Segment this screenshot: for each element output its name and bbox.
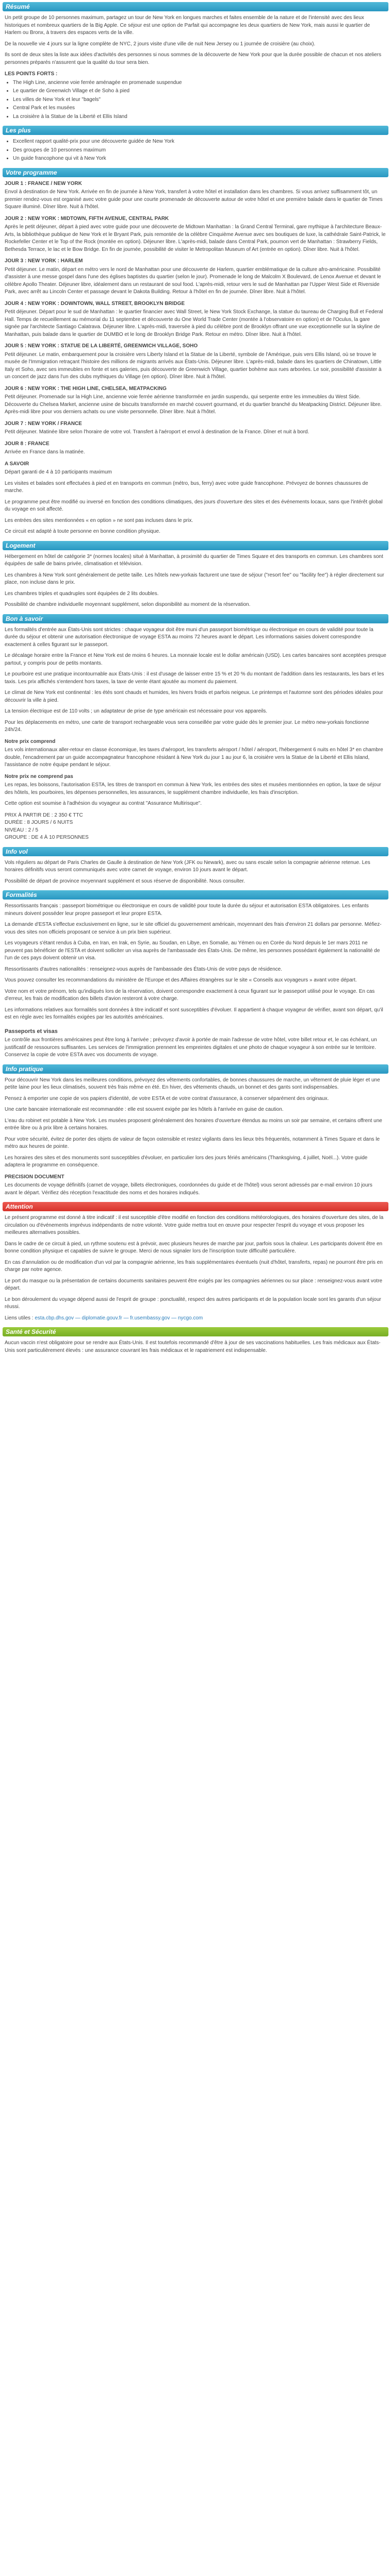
day-title: JOUR 3 : NEW YORK : HARLEM [5, 258, 83, 264]
note-label: A SAVOIR [5, 461, 29, 467]
section-title-info-pratique: Info pratique [3, 1064, 388, 1074]
bonsavoir-paragraph: Le décalage horaire entre la France et New York est de moins 6 heures. La monnaie locale est le dollar américain (USD). Les cartes bancaires sont acceptées presque partout, y compris pour de petits montants. [5, 653, 386, 666]
highlight-item: • The High Line, ancienne voie ferrée aménagée en promenade suspendue [13, 79, 386, 87]
highlight-item: • Les villes de New York et leur "bagels" [13, 96, 386, 104]
bonsavoir-paragraph: Pour les déplacements en métro, une carte de transport rechargeable vous sera conseillée par votre guide dès le premier jour. Le métro new-yorkais fonctionne 24h/24. [5, 719, 369, 733]
trip-stats [5, 812, 386, 842]
day-title: JOUR 5 : NEW YORK : STATUE DE LA LIBERTÉ, GREENWICH VILLAGE, SOHO [5, 343, 198, 349]
section-title-sante: Santé et Sécurité [3, 1327, 388, 1336]
section-title-bon-a-savoir: Bon à savoir [3, 614, 388, 623]
section-sante [3, 1327, 388, 1354]
formalites-subtext: Le contrôle aux frontières américaines peut être long à l'arrivée ; prévoyez d'avoir à portée de main l'adresse de votre hôtel, votre billet retour et, le cas échéant, un justificatif de ressources suffisantes. Les services de l'immigration prennent les empreintes digitales et une photo de chaque voyageur à son entrée sur le territoire. Conservez la copie de votre ESTA avec vos documents de voyage. [5, 1037, 377, 1058]
bonsavoir-paragraph: Les formalités d'entrée aux États-Unis sont strictes : chaque voyageur doit être muni d'un passeport biométrique ou électronique en cours de validité pour toute la durée du séjour et obtenir une autorisation électronique de voyage ESTA au moins 72 heures avant le départ. Les informations saisies doivent correspondre exactement à celles figurant sur le passeport. [5, 626, 373, 648]
attention-paragraph: Le présent programme est donné à titre indicatif : il est susceptible d'être modifié en fonction des conditions météorologiques, des horaires d'ouverture des sites, de la circulation ou d'événements imprévus indépendants de notre volonté. Votre guide mettra tout en œuvre pour respecter l'esprit du voyage et vous proposer les meilleures alternatives possibles. [5, 1215, 384, 1236]
formalites-paragraph: Les informations relatives aux formalités sont données à titre indicatif et sont susceptibles d'évoluer. Il appartient à chaque voyageur de vérifier, avant son départ, qu'il est en règle avec les formalités exigées par les autorités américaines. [5, 1007, 383, 1020]
price-excludes-text: Les repas, les boissons, l'autorisation ESTA, les titres de transport en commun à New York, les entrées des sites et musées mentionnées en option, la taxe de séjour des hôtels, les pourboires, les dépenses personnelles, les assurances, le supplément chambre individuelle, les frais d'inscription. [5, 782, 381, 795]
section-title-plus: Les plus [3, 126, 388, 135]
trip-stat: GROUPE : DE 4 À 10 PERSONNES [5, 835, 89, 840]
section-title-resume: Résumé [3, 2, 388, 11]
day-title: JOUR 4 : NEW YORK : DOWNTOWN, WALL STREET, BROOKLYN BRIDGE [5, 300, 185, 307]
plus-item: • Des groupes de 10 personnes maximum [13, 147, 386, 155]
note-text: Ce circuit est adapté à toute personne en bonne condition physique. [5, 529, 160, 534]
info-pratique-paragraph: Pensez à emporter une copie de vos papiers d'identité, de votre ESTA et de votre contrat d'assurance, à conserver séparément des originaux. [5, 1095, 329, 1101]
day-text: Petit déjeuner. Départ pour le sud de Manhattan : le quartier financier avec Wall Street, le New York Stock Exchange, la statue du taureau de Charging Bull et Federal Hall. Temps de recueillement au mémorial du 11 septembre et découverte du One World Trade Center (montée à l'observatoire en option) et de l'Oculus, la gare signée par l'architecte Santiago Calatrava. Déjeuner libre. L'après-midi, traversée à pied du célèbre pont de Brooklyn offrant une vue exceptionnelle sur la skyline de Manhattan, puis balade dans le quartier de DUMBO et le long de Brooklyn Bridge Park. Retour en métro. Dîner libre. Nuit à l'hôtel. [5, 309, 383, 337]
section-title-info-vol: Info vol [3, 847, 388, 856]
note-text: Les entrées des sites mentionnées « en option » ne sont pas incluses dans le prix. [5, 517, 193, 523]
highlight-item: • La croisière à la Statue de la Liberté et Ellis Island [13, 113, 386, 121]
plus-item: • Un guide francophone qui vit à New York [13, 155, 386, 163]
day-text: Arrivée en France dans la matinée. [5, 449, 85, 455]
day-text: Envol à destination de New York. Arrivée en fin de journée à New York, transfert à votre hôtel et installation dans les chambres. Si vous arrivez suffisamment tôt, un premier rendez-vous est organisé avec votre guide pour une courte promenade de découverte autour de votre hôtel et une première balade dans le quartier de Times Square illuminé. Dîner libre. Nuit à l'hôtel. [5, 189, 383, 210]
section-bon-a-savoir [3, 614, 388, 842]
price-includes-title: Notre prix comprend [5, 738, 56, 744]
formalites-paragraph: Votre nom et votre prénom, tels qu'indiqués lors de la réservation, doivent correspondre exactement à ceux figurant sur le passeport utilisé pour le voyage. En cas d'erreur, les frais de modification des billets d'avion resteront à votre charge. [5, 988, 375, 1002]
formalites-paragraph: Ressortissants d'autres nationalités : renseignez-vous auprès de l'ambassade des États-Unis de votre pays de résidence. [5, 966, 282, 972]
section-title-programme: Votre programme [3, 168, 388, 177]
day-text: Petit déjeuner. Promenade sur la High Line, ancienne voie ferrée aérienne transformée en jardin suspendu, qui serpente entre les immeubles du West Side. Découverte du Chelsea Market, ancienne usine de biscuits transformée en marché couvert gourmand, et du quartier branché du Meatpacking District. Déjeuner libre. Après-midi libre pour vos derniers achats ou une visite personnelle. Dîner libre. Nuit à l'hôtel. [5, 394, 382, 415]
logement-paragraph: Les chambres triples et quadruples sont équipées de 2 lits doubles. [5, 590, 159, 597]
highlight-item: • Central Park et les musées [13, 105, 386, 112]
insurance-note: Cette option est soumise à l'adhésion du voyageur au contrat "Assurance Multirisque". [5, 801, 202, 806]
day-title: JOUR 8 : FRANCE [5, 440, 50, 447]
note-text: Le programme peut être modifié ou inversé en fonction des conditions climatiques, des jours d'ouverture des sites et des événements locaux, sans que l'intérêt global du voyage en soit affecté. [5, 499, 383, 512]
section-title-logement: Logement [3, 541, 388, 550]
resume-paragraph: Ils sont de deux sites la liste aux idées d'activités des personnes si nous sommes de la découverte de New York pour que la durée possible de chacun et nos ateliers personnes préparés n'assurent que la qualité du tour sera bien. [5, 52, 382, 65]
day-title: JOUR 1 : FRANCE / NEW YORK [5, 180, 82, 187]
trip-stat: PRIX À PARTIR DE : 2 350 € TTC [5, 812, 83, 818]
resume-paragraph: Un petit groupe de 10 personnes maximum, partagez un tour de New York en longues marches et faites ensemble de la nature et de l'intensité avec des lieux historiques et nombreux quartiers de la Big Apple. Ce séjour est une option de Parfait qui accompagne les deux quartiers de New York, mais aussi le quartier de Harlem ou Bronx, à travers des espaces verts de la ville. [5, 15, 370, 36]
page [3, 0, 388, 1363]
info-vol-paragraph: Possibilité de départ de province moyennant supplément et sous réserve de disponibilité. Nous consulter. [5, 878, 245, 884]
formalites-paragraph: Vous pouvez consulter les recommandations du ministère de l'Europe et des Affaires étrangères sur le site « Conseils aux voyageurs » avant votre départ. [5, 977, 357, 983]
info-pratique-paragraph: Pour découvrir New York dans les meilleures conditions, prévoyez des vêtements confortables, de bonnes chaussures de marche, un vêtement de pluie léger et une petite laine pour les lieux climatisés, souvent très frais même en été. En hiver, des vêtements chauds, un bonnet et des gants sont indispensables. [5, 1077, 380, 1091]
useful-links-label: Liens utiles : [5, 1315, 34, 1321]
section-programme [3, 168, 388, 536]
logement-paragraph: Possibilité de chambre individuelle moyennant supplément, selon disponibilité au moment de la réservation. [5, 602, 251, 607]
trip-stat: DURÉE : 8 JOURS / 6 NUITS [5, 820, 73, 825]
info-pratique-paragraph: L'eau du robinet est potable à New York. Les musées proposent généralement des horaires d'ouverture étendus au moins un soir par semaine, et certains offrent une entrée libre ou à prix libre à certains horaires. [5, 1117, 382, 1131]
attention-paragraph: Le bon déroulement du voyage dépend aussi de l'esprit de groupe : ponctualité, respect des autres participants et de la population locale sont les garants d'un séjour réussi. [5, 1296, 381, 1310]
info-pratique-paragraph: Une carte bancaire internationale est recommandée : elle est souvent exigée par les hôtels à l'arrivée en guise de caution. [5, 1107, 284, 1113]
info-vol-paragraph: Vols réguliers au départ de Paris Charles de Gaulle à destination de New York (JFK ou Newark), avec ou sans escale selon la compagnie aérienne retenue. Les horaires définitifs vous seront communiqués avec votre carnet de voyage, environ 10 jours avant le départ. [5, 859, 370, 873]
formalites-paragraph: Les voyageurs s'étant rendus à Cuba, en Iran, en Irak, en Syrie, au Soudan, en Libye, en Somalie, au Yémen ou en Corée du Nord depuis le 1er mars 2011 ne peuvent pas bénéficier de l'ESTA et doivent solliciter un visa auprès de l'ambassade des États-Unis. De même, les personnes possédant également la nationalité de l'un de ces pays doivent obtenir un visa. [5, 940, 380, 961]
resume-paragraph: De la nouvelle vie 4 jours sur la ligne complète de NYC, 2 jours visite d'une ville de nuit New Jersey ou 1 journée de croisière (au choix). [5, 41, 316, 47]
trip-stat: NIVEAU : 2 / 5 [5, 827, 39, 833]
highlights-list [5, 79, 386, 121]
formalites-paragraph: Ressortissants français : passeport biométrique ou électronique en cours de validité pour toute la durée du séjour et autorisation ESTA obligatoires. Les enfants mineurs doivent posséder leur propre passeport et leur propre ESTA. [5, 903, 369, 917]
day-title: JOUR 2 : NEW YORK : MIDTOWN, FIFTH AVENUE, CENTRAL PARK [5, 215, 169, 222]
logement-paragraph: Hébergement en hôtel de catégorie 3* (normes locales) situé à Manhattan, à proximité du quartier de Times Square et des transports en commun. Les chambres sont équipées de salle de bains privée, climatisation et télévision. [5, 553, 383, 567]
section-formalites [3, 890, 388, 1059]
section-info-vol [3, 847, 388, 886]
plus-list [5, 138, 386, 163]
section-logement [3, 541, 388, 609]
bonsavoir-paragraph: Le climat de New York est continental : les étés sont chauds et humides, les hivers froids et parfois neigeux. Le printemps et l'automne sont des périodes idéales pour découvrir la ville à pied. [5, 690, 383, 703]
section-title-formalites: Formalités [3, 890, 388, 900]
formalites-subtitle: Passeports et visas [5, 1028, 58, 1035]
bonsavoir-paragraph: La tension électrique est de 110 volts ; un adaptateur de prise de type américain est nécessaire pour vos appareils. [5, 708, 268, 714]
price-includes-text: Les vols internationaux aller-retour en classe économique, les taxes d'aéroport, les transferts aéroport / hôtel / aéroport, l'hébergement 6 nuits en hôtel 3* en chambre double, l'encadrement par un guide accompagnateur francophone résidant à New York du jour 1 au jour 6, la croisière vers la Statue de la Liberté et Ellis Island, l'assistance de notre équipe pendant le séjour. [5, 747, 383, 768]
attention-paragraph: Dans le cadre de ce circuit à pied, un rythme soutenu est à prévoir, avec plusieurs heures de marche par jour, parfois sous la chaleur. Les participants doivent être en bonne condition physique et capables de suivre le groupe. Merci de nous signaler lors de l'inscription toute difficulté particulière. [5, 1241, 383, 1255]
highlight-item: • Le quartier de Greenwich Village et de Soho à pied [13, 88, 386, 95]
section-resume [3, 2, 388, 121]
document-precision-title: PRECISION DOCUMENT [5, 1174, 64, 1180]
highlights-label: LES POINTS FORTS : [5, 71, 58, 77]
attention-paragraph: En cas d'annulation ou de modification d'un vol par la compagnie aérienne, les frais supplémentaires éventuels (nuit d'hôtel, transferts, repas) ne pourront être pris en charge par notre agence. [5, 1259, 383, 1273]
plus-item: • Excellent rapport qualité-prix pour une découverte guidée de New York [13, 138, 386, 146]
day-text: Après le petit déjeuner, départ à pied avec votre guide pour une découverte de Midtown Manhattan : la Grand Central Terminal, gare mythique à l'architecture Beaux-Arts, la bibliothèque publique de New York et le Bryant Park, puis remontée de la célèbre Cinquième Avenue avec ses boutiques de luxe, la cathédrale Saint-Patrick, le Rockefeller Center et le Top of the Rock (montée en option). Déjeuner libre. L'après-midi, balade dans Central Park, poumon vert de Manhattan : Strawberry Fields, Bethesda Terrace, le lac et le Bow Bridge. En fin de journée, possibilité de visiter le Metropolitan Museum of Art (entrée en option). Dîner libre. Nuit à l'hôtel. [5, 224, 386, 252]
info-pratique-paragraph: Pour votre sécurité, évitez de porter des objets de valeur de façon ostensible et restez vigilants dans les lieux très fréquentés, notamment à Times Square et dans le métro aux heures de pointe. [5, 1136, 380, 1150]
attention-paragraph: Le port du masque ou la présentation de certains documents sanitaires peuvent être exigés par les compagnies aériennes ou sur place : renseignez-vous avant votre départ. [5, 1278, 383, 1292]
note-text: Les visites et balades sont effectuées à pied et en transports en commun (métro, bus, ferry) avec votre guide francophone. Prévoyez de bonnes chaussures de marche. [5, 480, 368, 494]
day-title: JOUR 7 : NEW YORK / FRANCE [5, 420, 82, 427]
sante-paragraph: Aucun vaccin n'est obligatoire pour se rendre aux États-Unis. Il est toutefois recommandé d'être à jour de ses vaccinations habituelles. Les frais médicaux aux États-Unis sont particulièrement élevés : une assurance couvrant les frais médicaux et le rapatriement est indispensable. [5, 1340, 381, 1353]
info-pratique-paragraph: Les horaires des sites et des monuments sont susceptibles d'évoluer, en particulier lors des jours fériés américains (Thanksgiving, 4 juillet, Noël...). Votre guide adaptera le programme en conséquence. [5, 1155, 368, 1168]
formalites-paragraph: La demande d'ESTA s'effectue exclusivement en ligne, sur le site officiel du gouvernement américain, moyennant des frais d'environ 21 dollars par personne. Méfiez-vous des sites non officiels proposant ce service à un prix bien supérieur. [5, 922, 382, 935]
section-attention [3, 1202, 388, 1322]
day-text: Petit déjeuner. Le matin, embarquement pour la croisière vers Liberty Island et la Statue de la Liberté, symbole de l'Amérique, puis vers Ellis Island, où se trouve le musée de l'Immigration retraçant l'histoire des millions de migrants arrivés aux États-Unis. Déjeuner libre. L'après-midi, balade dans les quartiers de Chinatown, Little Italy et Soho, avec ses immeubles en fonte et ses galeries, puis découverte de Greenwich Village, quartier bohème aux rues arborées. Le soir, possibilité d'assister à un concert de jazz dans l'un des clubs mythiques du Village (en option). Dîner libre. Nuit à l'hôtel. [5, 351, 382, 380]
section-title-attention: Attention [3, 1202, 388, 1211]
section-info-pratique [3, 1064, 388, 1197]
price-excludes-title: Notre prix ne comprend pas [5, 773, 73, 779]
document-precision-text: Les documents de voyage définitifs (carnet de voyage, billets électroniques, coordonnées du guide et de l'hôtel) vous seront adressés par e-mail environ 10 jours avant le départ. Vérifiez dès réception l'exactitude des noms et des horaires indiqués. [5, 1182, 372, 1196]
note-text: Départ garanti de 4 à 10 participants maximum [5, 469, 112, 475]
useful-links-list[interactable]: esta.cbp.dhs.gov — diplomatie.gouv.fr — fr.usembassy.gov — nycgo.com [35, 1315, 203, 1321]
day-text: Petit déjeuner. Le matin, départ en métro vers le nord de Manhattan pour une découverte de Harlem, quartier emblématique de la culture afro-américaine. Possibilité d'assister à une messe gospel dans l'une des églises baptistes du quartier (selon le jour). Promenade le long de Malcolm X Boulevard, de Lenox Avenue et devant le célèbre Apollo Theater. Déjeuner libre, idéalement dans un restaurant de soul food. L'après-midi, retour vers le sud de Manhattan par l'Upper West Side et Riverside Park, avec arrêt au Lincoln Center et passage devant le Dakota Building. Retour à l'hôtel en fin de journée. Dîner libre. Nuit à l'hôtel. [5, 266, 381, 295]
day-text: Petit déjeuner. Matinée libre selon l'horaire de votre vol. Transfert à l'aéroport et envol à destination de la France. Dîner et nuit à bord. [5, 429, 309, 435]
logement-paragraph: Les chambres à New York sont généralement de petite taille. Les hôtels new-yorkais facturent une taxe de séjour ("resort fee" ou "facility fee") à régler directement sur place, non incluse dans le prix. [5, 572, 384, 585]
day-title: JOUR 6 : NEW YORK : THE HIGH LINE, CHELSEA, MEATPACKING [5, 385, 167, 392]
section-plus [3, 126, 388, 163]
useful-links [5, 1315, 386, 1323]
bonsavoir-paragraph: Le pourboire est une pratique incontournable aux États-Unis : il est d'usage de laisser entre 15 % et 20 % du montant de l'addition dans les restaurants, les bars et les taxis. Les prix affichés s'entendent hors taxes, la taxe de vente étant ajoutée au moment du paiement. [5, 671, 384, 685]
